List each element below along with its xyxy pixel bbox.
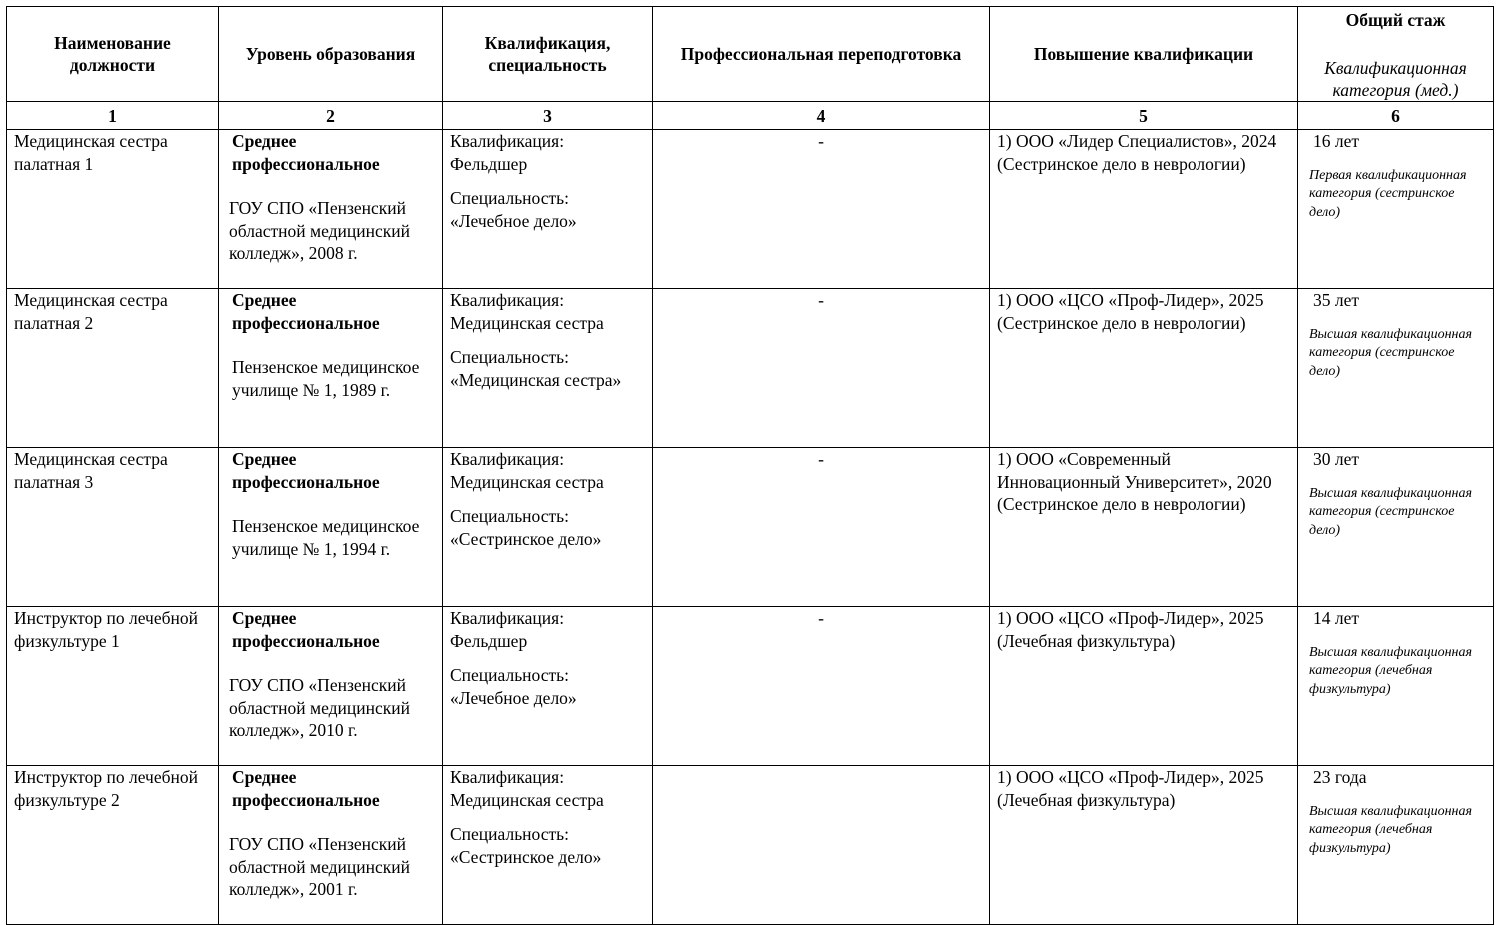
cell-position: Инструктор по лечебной физкультуре 2	[7, 766, 219, 925]
cell-qualification	[443, 607, 653, 766]
cell-position: Инструктор по лечебной физкультуре 1	[7, 607, 219, 766]
education-level: Среднее профессиональное	[232, 131, 380, 174]
table-row	[7, 766, 1494, 925]
cell-retraining: -	[653, 289, 990, 448]
cell-position: Медицинская сестра палатная 1	[7, 130, 219, 289]
specialty-text: Специальность: «Сестринское дело»	[450, 824, 602, 867]
column-number: 1	[7, 102, 219, 130]
column-number: 5	[990, 102, 1298, 130]
cell-qualification	[443, 448, 653, 607]
header-education: Уровень образования	[219, 7, 443, 102]
header-experience-title: Общий стаж	[1345, 10, 1446, 30]
education-institution: ГОУ СПО «Пензенский областной медицинский колледж», 2001 г.	[229, 834, 410, 899]
education-institution: Пензенское медицинское училище № 1, 1994 г.	[232, 516, 420, 559]
experience-years: 30 лет	[1313, 449, 1360, 469]
cell-education	[219, 448, 443, 607]
qualification-text: Квалификация: Медицинская сестра	[450, 449, 604, 492]
cell-advanced-training: 1) ООО «ЦСО «Проф-Лидер», 2025 (Сестринское дело в неврологии)	[990, 289, 1298, 448]
table-row	[7, 607, 1494, 766]
experience-years: 23 года	[1313, 767, 1367, 787]
cell-education	[219, 766, 443, 925]
table-row	[7, 448, 1494, 607]
qualification-category: Высшая квалификационная категория (лечебная физкультура)	[1309, 644, 1472, 697]
qualification-text: Квалификация: Медицинская сестра	[450, 767, 604, 810]
cell-experience	[1298, 766, 1494, 925]
header-qualification: Квалификация, специальность	[443, 7, 653, 102]
education-institution: Пензенское медицинское училище № 1, 1989 г.	[232, 357, 420, 400]
qualification-text: Квалификация: Фельдшер	[450, 131, 565, 174]
table-row	[7, 289, 1494, 448]
cell-position: Медицинская сестра палатная 3	[7, 448, 219, 607]
cell-experience	[1298, 289, 1494, 448]
cell-position: Медицинская сестра палатная 2	[7, 289, 219, 448]
experience-years: 14 лет	[1313, 608, 1360, 628]
cell-retraining: -	[653, 130, 990, 289]
education-level: Среднее профессиональное	[232, 767, 380, 810]
cell-education	[219, 607, 443, 766]
cell-retraining: -	[653, 448, 990, 607]
experience-years: 16 лет	[1313, 131, 1360, 151]
cell-advanced-training: 1) ООО «ЦСО «Проф-Лидер», 2025 (Лечебная физкультура)	[990, 766, 1298, 925]
table-row	[7, 130, 1494, 289]
education-level: Среднее профессиональное	[232, 290, 380, 333]
qualification-text: Квалификация: Фельдшер	[450, 608, 565, 651]
column-number-row	[7, 102, 1494, 130]
cell-advanced-training: 1) ООО «ЦСО «Проф-Лидер», 2025 (Лечебная физкультура)	[990, 607, 1298, 766]
qualification-category: Высшая квалификационная категория (сестринское дело)	[1309, 485, 1472, 538]
specialty-text: Специальность: «Лечебное дело»	[450, 188, 577, 231]
header-retraining: Профессиональная переподготовка	[653, 7, 990, 102]
education-level: Среднее профессиональное	[232, 608, 380, 651]
cell-advanced-training: 1) ООО «Современный Инновационный Университет», 2020 (Сестринское дело в неврологии)	[990, 448, 1298, 607]
cell-education	[219, 289, 443, 448]
specialty-text: Специальность: «Лечебное дело»	[450, 665, 577, 708]
qualification-category: Первая квалификационная категория (сестринское дело)	[1309, 167, 1467, 220]
cell-retraining	[653, 766, 990, 925]
education-institution: ГОУ СПО «Пензенский областной медицинский колледж», 2010 г.	[229, 675, 410, 740]
specialty-text: Специальность: «Сестринское дело»	[450, 506, 602, 549]
qualification-text: Квалификация: Медицинская сестра	[450, 290, 604, 333]
header-experience-subtitle: Квалификационная категория (мед.)	[1324, 58, 1467, 100]
cell-qualification	[443, 289, 653, 448]
cell-qualification	[443, 130, 653, 289]
cell-education	[219, 130, 443, 289]
column-number: 2	[219, 102, 443, 130]
column-number: 4	[653, 102, 990, 130]
column-number: 6	[1298, 102, 1494, 130]
cell-experience	[1298, 448, 1494, 607]
header-row	[7, 7, 1494, 102]
education-institution: ГОУ СПО «Пензенский областной медицинский колледж», 2008 г.	[229, 198, 410, 263]
header-experience	[1298, 7, 1494, 102]
header-advanced-training: Повышение квалификации	[990, 7, 1298, 102]
qualification-category: Высшая квалификационная категория (сестринское дело)	[1309, 326, 1472, 379]
cell-qualification	[443, 766, 653, 925]
column-number: 3	[443, 102, 653, 130]
staff-table	[6, 6, 1494, 925]
cell-advanced-training: 1) ООО «Лидер Специалистов», 2024 (Сестринское дело в неврологии)	[990, 130, 1298, 289]
experience-years: 35 лет	[1313, 290, 1360, 310]
cell-experience	[1298, 130, 1494, 289]
cell-experience	[1298, 607, 1494, 766]
cell-retraining: -	[653, 607, 990, 766]
header-position: Наименование должности	[7, 7, 219, 102]
education-level: Среднее профессиональное	[232, 449, 380, 492]
specialty-text: Специальность: «Медицинская сестра»	[450, 347, 622, 390]
qualification-category: Высшая квалификационная категория (лечебная физкультура)	[1309, 803, 1472, 856]
